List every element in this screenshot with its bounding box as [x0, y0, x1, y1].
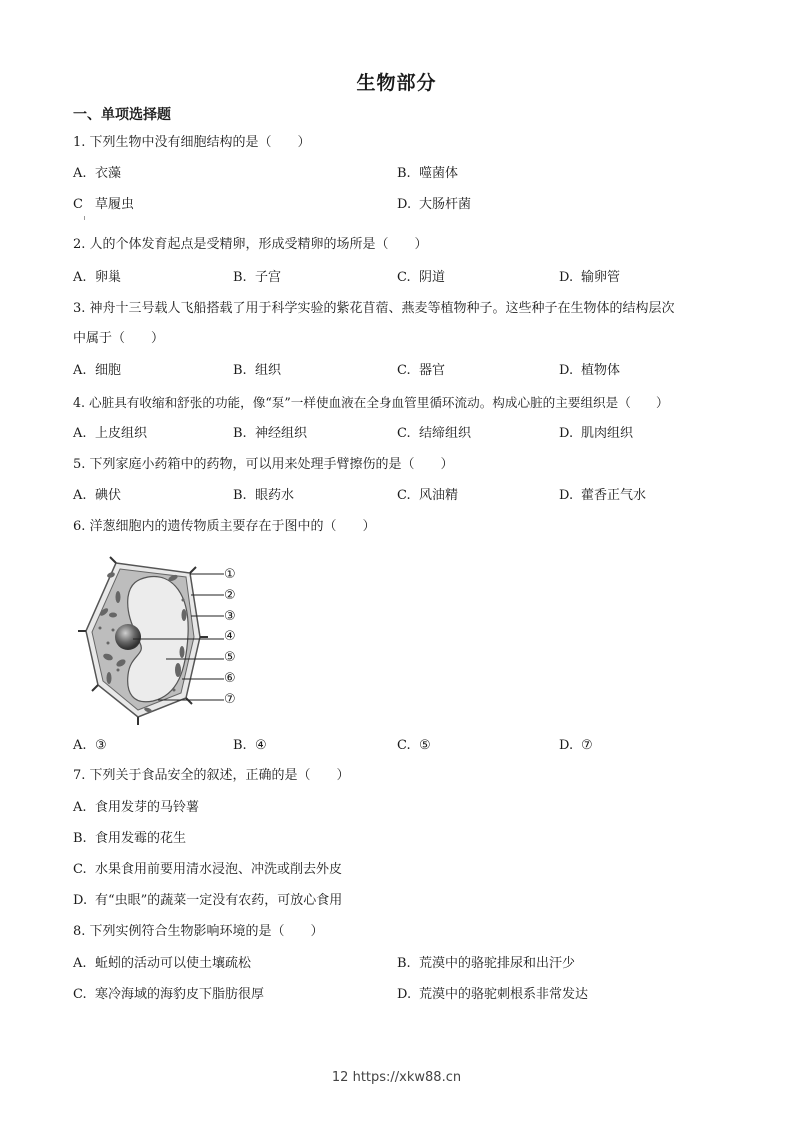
option-d: D. 大肠杆菌 — [397, 197, 472, 212]
option-d: D. 有“虫眼”的蔬菜一定没有农药，可放心食用 — [73, 893, 343, 908]
option-c: C. 风油精 — [397, 488, 459, 503]
option-c: C. ⑤ — [397, 738, 431, 753]
question-stem: 6. 洋葱细胞内的遗传物质主要存在于图中的（ ） — [73, 519, 376, 534]
page-footer: 12 https://xkw88.cn — [331, 1070, 462, 1085]
diagram-label-6: ⑥ — [224, 670, 236, 686]
page-title: 生物部分 — [356, 72, 437, 94]
diagram-label-3: ③ — [224, 608, 236, 624]
option-d: D. 植物体 — [559, 363, 621, 378]
section-heading: 一、单项选择题 — [73, 107, 171, 123]
option-c: C 草履虫 — [73, 197, 135, 212]
option-a: A. 卵巢 — [73, 270, 122, 285]
question-stem: 2. 人的个体发育起点是受精卵，形成受精卵的场所是（ ） — [73, 237, 428, 252]
option-a: A. 上皮组织 — [73, 426, 148, 441]
option-b: B. 眼药水 — [233, 488, 295, 503]
diagram-label-5: ⑤ — [224, 650, 236, 666]
option-c: C. 阴道 — [397, 270, 446, 285]
question-stem: 7. 下列关于食品安全的叙述，正确的是（ ） — [73, 768, 350, 783]
onion-cell-diagram — [78, 555, 258, 725]
option-d: D. ⑦ — [559, 738, 593, 753]
option-a: A. 碘伏 — [73, 488, 122, 503]
option-b: B. 组织 — [233, 363, 282, 378]
option-b: B. 荒漠中的骆驼排尿和出汗少 — [397, 956, 576, 971]
option-d: D. 肌肉组织 — [559, 426, 634, 441]
option-a: A. 蚯蚓的活动可以使土壤疏松 — [73, 956, 252, 971]
option-c: C. 寒冷海域的海豹皮下脂肪很厚 — [73, 987, 265, 1002]
diagram-label-7: ⑦ — [224, 691, 236, 707]
option-c: C. 器官 — [397, 363, 446, 378]
diagram-label-1: ① — [224, 567, 236, 582]
option-d: D. 输卵管 — [559, 270, 621, 285]
option-c: C. 结缔组织 — [397, 426, 472, 441]
diagram-label-4: ④ — [224, 629, 236, 645]
question-stem: 3. 神舟十三号载人飞船搭载了用于科学实验的紫花苜蓿、燕麦等植物种子。这些种子在生物体的结构层次 — [73, 301, 675, 316]
option-a: A. 食用发芽的马铃薯 — [73, 800, 200, 815]
question-stem: 5. 下列家庭小药箱中的药物，可以用来处理手臂擦伤的是（ ） — [73, 457, 454, 472]
option-b: B. 食用发霉的花生 — [73, 831, 187, 846]
question-stem: 8. 下列实例符合生物影响环境的是（ ） — [73, 924, 324, 939]
question-stem-continued: 中属于（ ） — [73, 331, 165, 346]
option-a: A. 细胞 — [73, 363, 122, 378]
option-b: B. 子宫 — [233, 270, 282, 285]
option-c: C. 水果食用前要用清水浸泡、冲洗或削去外皮 — [73, 862, 343, 877]
option-d: D. 荒漠中的骆驼刺根系非常发达 — [397, 987, 589, 1002]
diagram-label-2: ② — [224, 587, 236, 603]
option-d: D. 藿香正气水 — [559, 488, 647, 503]
stray-mark — [84, 216, 85, 220]
option-a: A. ③ — [73, 738, 107, 753]
diagram-labels — [224, 565, 236, 711]
option-b: B. ④ — [233, 738, 267, 753]
option-a: A. 衣藻 — [73, 166, 122, 181]
option-b: B. 噬菌体 — [397, 166, 459, 181]
option-b: B. 神经组织 — [233, 426, 308, 441]
question-stem: 4. 心脏具有收缩和舒张的功能，像“泵”一样使血液在全身血管里循环流动。构成心脏的主要组织是（ ） — [73, 395, 669, 410]
question-stem: 1. 下列生物中没有细胞结构的是（ ） — [73, 135, 311, 150]
